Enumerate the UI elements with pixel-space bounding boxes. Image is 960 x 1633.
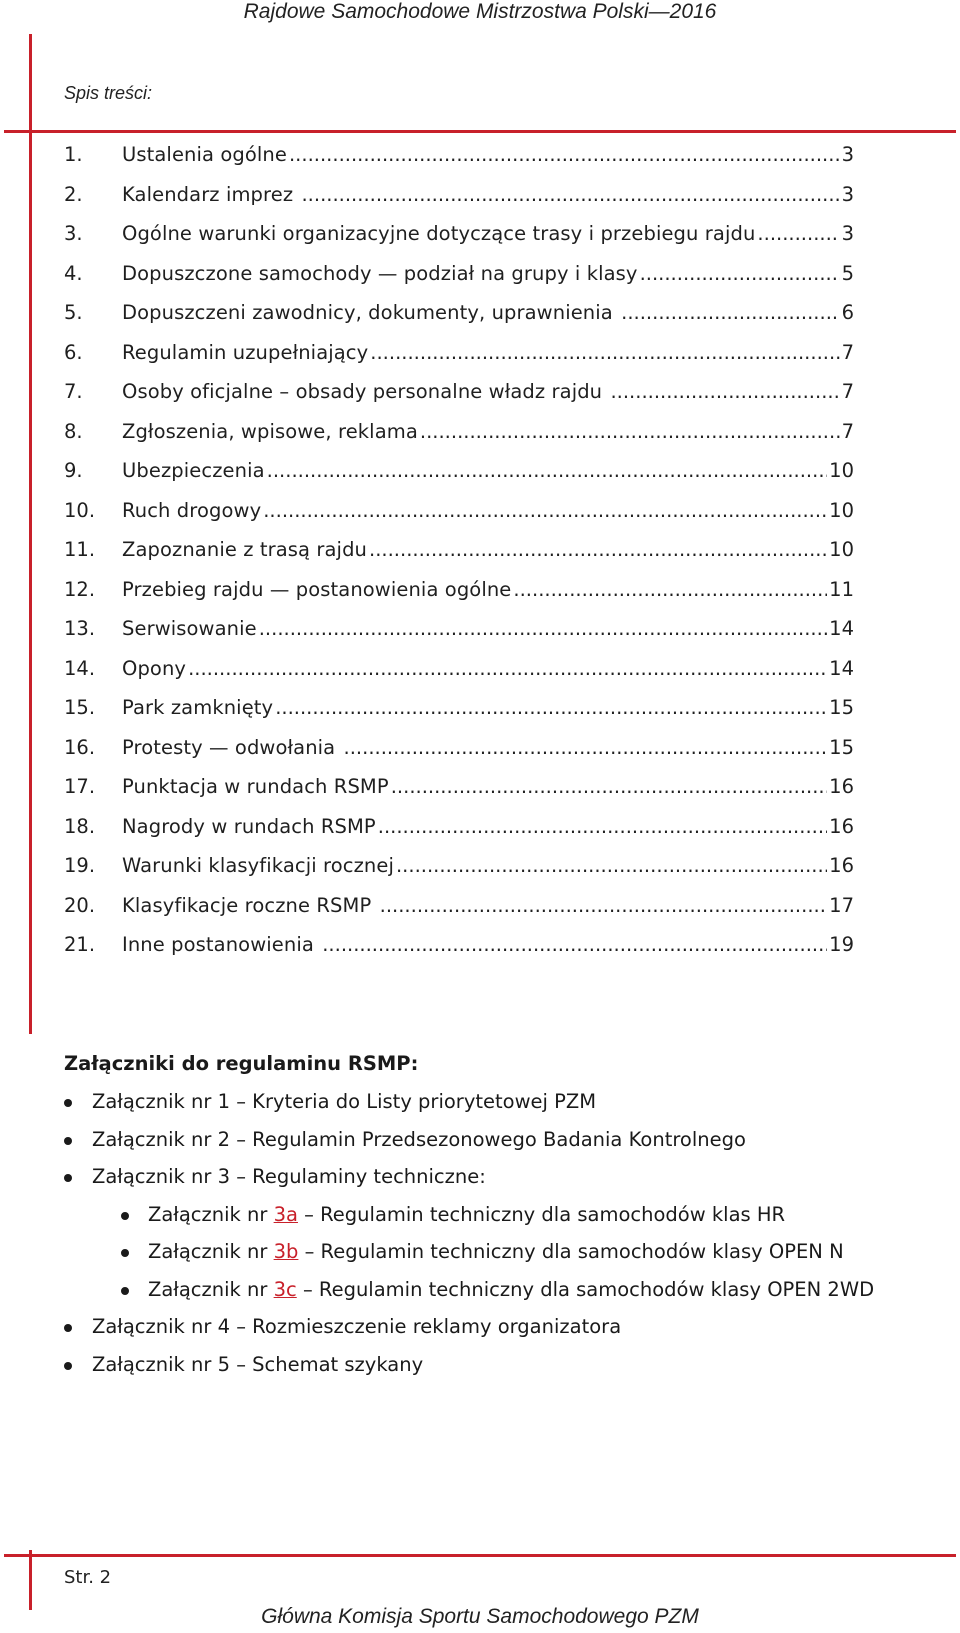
toc-entry-page: 3 <box>841 182 854 206</box>
attachment-item <box>64 1203 874 1241</box>
toc-entry-number: 11. <box>64 538 96 561</box>
toc-leader-dots <box>513 578 827 601</box>
toc-leader-dots <box>420 420 840 443</box>
attachment-description: – Regulamin techniczny dla samochodów klasy OPEN 2WD <box>296 1277 875 1301</box>
attachment-item <box>64 1090 874 1128</box>
toc-entry-page: 19 <box>829 933 854 956</box>
toc-entry-title: Warunki klasyfikacji rocznej <box>122 854 394 877</box>
toc-entry-title: Osoby oficjalne – obsady personalne władz rajdu <box>122 380 609 403</box>
toc-entry-title: Przebieg rajdu — postanowienia ogólne <box>122 577 512 601</box>
toc-entry-number: 4. <box>64 261 83 285</box>
toc-leader-dots <box>259 617 827 640</box>
running-footer: Główna Komisja Sportu Samochodowego PZM <box>261 1605 699 1628</box>
toc-leader-dots <box>370 341 839 364</box>
attachment-prefix: Załącznik nr <box>148 1202 274 1226</box>
toc-entry-page: 7 <box>841 340 854 364</box>
attachment-item <box>64 1315 874 1353</box>
toc-entry-number: 10. <box>64 498 96 522</box>
toc-leader-dots <box>188 657 827 680</box>
toc-entry-page: 14 <box>829 656 854 680</box>
attachment-description: – Schemat szykany <box>236 1352 424 1376</box>
toc-entry-title: Nagrody w rundach RSMP <box>122 814 376 838</box>
toc-entry-page: 10 <box>829 498 854 522</box>
toc-entry-number: 16. <box>64 735 96 759</box>
attachment-description: – Regulamin techniczny dla samochodów klas HR <box>297 1202 786 1226</box>
bullet-icon <box>64 1099 72 1107</box>
toc-entry-page: 16 <box>829 814 854 838</box>
toc-entry-number: 20. <box>64 893 96 917</box>
toc-entry-title: Dopuszczone samochody — podział na grupy i klasy <box>122 261 638 285</box>
attachment-link[interactable]: 3a <box>273 1202 298 1226</box>
toc-entry-number: 13. <box>64 617 96 640</box>
toc-leader-dots <box>391 775 827 798</box>
attachment-description: – Regulamin techniczny dla samochodów klasy OPEN N <box>298 1240 844 1263</box>
toc-entry-number: 8. <box>64 419 83 443</box>
toc-entry[interactable] <box>64 775 854 815</box>
toc-heading: Spis treści: <box>64 83 153 103</box>
toc-entry[interactable] <box>64 538 854 578</box>
toc-entry[interactable] <box>64 815 854 855</box>
toc-entry-number: 2. <box>64 182 83 206</box>
toc-entry-page: 17 <box>829 893 854 917</box>
toc-entry-title: Ustalenia ogólne <box>122 143 287 166</box>
attachment-prefix: Załącznik nr 2 <box>92 1127 237 1151</box>
toc-entry-title: Ogólne warunki organizacyjne dotyczące trasy i przebiegu rajdu <box>122 222 756 245</box>
toc-entry-page: 15 <box>829 735 854 759</box>
attachment-prefix: Załącznik nr <box>148 1277 274 1301</box>
toc-entry-title: Punktacja w rundach RSMP <box>122 775 389 798</box>
toc-entry-title: Ruch drogowy <box>122 498 262 522</box>
attachments-heading: Załączniki do regulaminu RSMP: <box>64 1052 419 1075</box>
footer-rule <box>4 1554 956 1557</box>
bullet-icon <box>64 1137 72 1145</box>
attachment-prefix: Załącznik nr 4 <box>92 1315 237 1338</box>
attachment-item <box>64 1128 874 1166</box>
toc-entry-number: 17. <box>64 775 96 798</box>
toc-entry-page: 3 <box>841 143 854 166</box>
toc-entry-number: 1. <box>64 143 83 166</box>
toc-entry[interactable] <box>64 262 854 302</box>
toc-leader-dots <box>263 499 827 522</box>
toc-entry[interactable] <box>64 736 854 776</box>
attachment-prefix: Załącznik nr 3 <box>92 1165 237 1188</box>
attachment-prefix: Załącznik nr 1 <box>92 1090 237 1113</box>
toc-entry[interactable] <box>64 183 854 223</box>
toc-entry-number: 9. <box>64 459 83 482</box>
toc-entry[interactable] <box>64 222 854 262</box>
toc-entry-title: Zapoznanie z trasą rajdu <box>122 538 368 561</box>
toc-entry-number: 12. <box>64 577 96 601</box>
toc-entry[interactable] <box>64 420 854 460</box>
toc-entry-page: 3 <box>841 222 854 245</box>
bullet-icon <box>121 1249 129 1257</box>
toc-entry-page: 10 <box>829 459 854 482</box>
toc-entry-title: Zgłoszenia, wpisowe, reklama <box>122 419 418 443</box>
toc-entry[interactable] <box>64 499 854 539</box>
page-number: Str. 2 <box>64 1567 112 1588</box>
toc-entry-page: 14 <box>829 617 854 640</box>
toc-entry-title: Protesty — odwołania <box>122 735 342 759</box>
toc-entry-number: 7. <box>64 380 83 403</box>
attachment-description: – Kryteria do Listy priorytetowej PZM <box>236 1090 597 1113</box>
attachment-description: – Rozmieszczenie reklamy organizatora <box>236 1315 622 1338</box>
toc-entry[interactable] <box>64 933 854 973</box>
table-of-contents <box>64 143 854 973</box>
toc-entry-title: Ubezpieczenia <box>122 459 265 482</box>
toc-entry-page: 6 <box>841 301 854 324</box>
toc-entry[interactable] <box>64 380 854 420</box>
toc-entry[interactable] <box>64 578 854 618</box>
bullet-icon <box>121 1212 129 1220</box>
toc-leader-dots <box>380 894 828 917</box>
attachment-description: – Regulamin Przedsezonowego Badania Kontrolnego <box>236 1127 746 1151</box>
toc-entry-title: Regulamin uzupełniający <box>122 340 369 364</box>
toc-entry-page: 16 <box>829 854 854 877</box>
toc-leader-dots <box>757 222 839 245</box>
toc-entry-page: 5 <box>841 261 854 285</box>
bullet-icon <box>64 1324 72 1332</box>
toc-leader-dots <box>289 143 840 166</box>
header-rule <box>4 130 956 133</box>
toc-entry-number: 21. <box>64 933 96 956</box>
toc-leader-dots <box>322 933 827 956</box>
toc-entry-title: Park zamknięty <box>122 696 274 719</box>
attachment-link[interactable]: 3c <box>273 1277 297 1301</box>
toc-entry-number: 15. <box>64 696 96 719</box>
toc-entry[interactable] <box>64 894 854 934</box>
toc-entry-title: Kalendarz imprez <box>122 182 300 206</box>
toc-entry[interactable] <box>64 341 854 381</box>
toc-leader-dots <box>344 736 828 759</box>
toc-entry-number: 14. <box>64 656 96 680</box>
toc-leader-dots <box>378 815 827 838</box>
bullet-icon <box>121 1287 129 1295</box>
toc-entry[interactable] <box>64 301 854 341</box>
attachments-list <box>64 1090 874 1390</box>
margin-rule-bottom <box>29 1550 32 1610</box>
toc-entry-title: Dopuszczeni zawodnicy, dokumenty, uprawnienia <box>122 301 620 324</box>
attachment-description: – Regulaminy techniczne: <box>236 1165 486 1188</box>
toc-entry-page: 15 <box>829 696 854 719</box>
toc-leader-dots <box>275 696 827 719</box>
attachment-item <box>64 1353 874 1391</box>
attachment-prefix: Załącznik nr <box>148 1240 274 1263</box>
toc-entry[interactable] <box>64 617 854 657</box>
toc-entry-number: 6. <box>64 340 83 364</box>
running-header: Rajdowe Samochodowe Mistrzostwa Polski—2016 <box>243 0 717 23</box>
toc-entry[interactable] <box>64 459 854 499</box>
toc-entry-page: 16 <box>829 775 854 798</box>
toc-entry-title: Klasyfikacje roczne RSMP <box>122 893 378 917</box>
toc-entry[interactable] <box>64 143 854 183</box>
toc-entry-title: Serwisowanie <box>122 617 257 640</box>
toc-entry-number: 3. <box>64 222 83 245</box>
toc-entry-number: 18. <box>64 814 96 838</box>
attachment-prefix: Załącznik nr 5 <box>92 1352 237 1376</box>
toc-leader-dots <box>396 854 827 877</box>
toc-entry-number: 5. <box>64 301 83 324</box>
attachment-item <box>64 1240 874 1278</box>
toc-leader-dots <box>267 459 828 482</box>
toc-entry[interactable] <box>64 854 854 894</box>
bullet-icon <box>64 1174 72 1182</box>
attachment-item <box>64 1278 874 1316</box>
bullet-icon <box>64 1362 72 1370</box>
toc-entry-page: 11 <box>829 577 854 601</box>
toc-entry[interactable] <box>64 696 854 736</box>
toc-entry[interactable] <box>64 657 854 697</box>
toc-leader-dots <box>640 262 840 285</box>
toc-leader-dots <box>610 380 839 403</box>
toc-entry-page: 7 <box>841 419 854 443</box>
toc-entry-number: 19. <box>64 854 96 877</box>
attachment-item <box>64 1165 874 1203</box>
toc-leader-dots <box>369 538 827 561</box>
toc-entry-title: Inne postanowienia <box>122 933 321 956</box>
toc-entry-page: 7 <box>841 380 854 403</box>
toc-entry-page: 10 <box>829 538 854 561</box>
toc-entry-title: Opony <box>122 656 187 680</box>
margin-rule-top <box>29 34 32 1034</box>
toc-leader-dots <box>621 301 839 324</box>
attachment-link[interactable]: 3b <box>273 1240 299 1263</box>
toc-leader-dots <box>301 183 839 206</box>
